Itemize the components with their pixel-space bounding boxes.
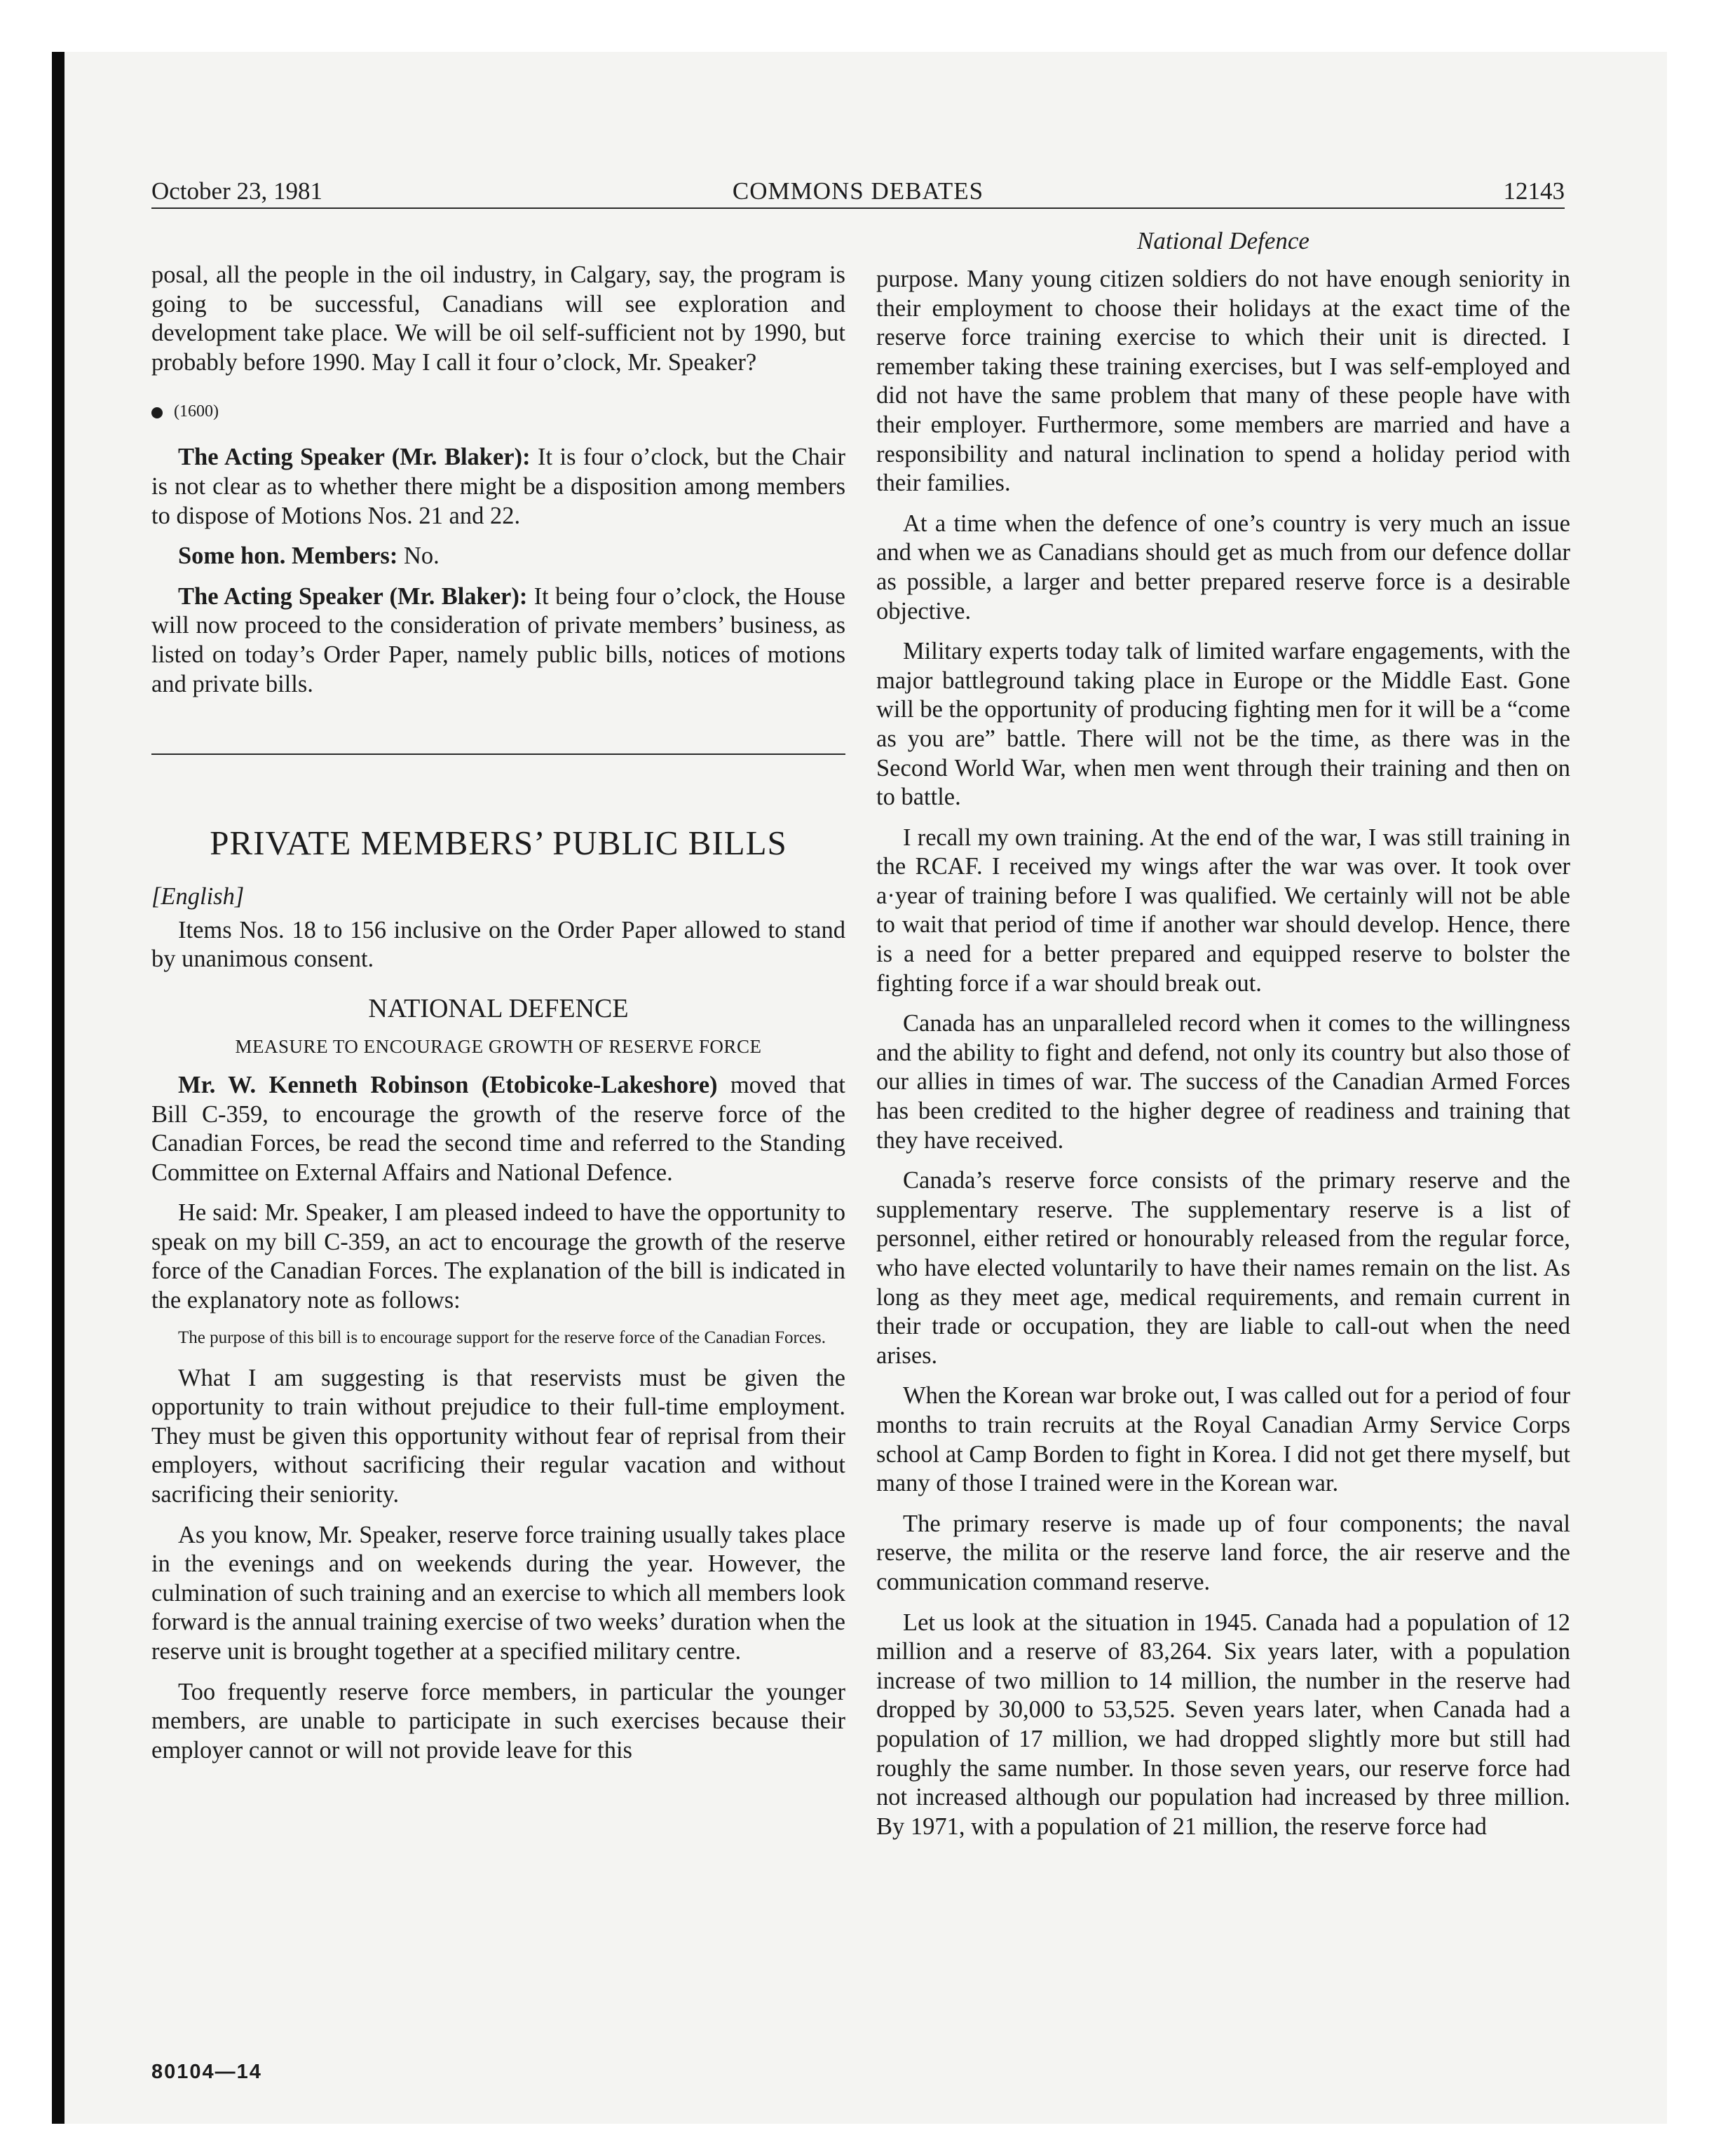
right-column — [876, 265, 1570, 1853]
speech-paragraph — [151, 443, 845, 531]
motion-text: moved that Bill C-359, to encourage the growth of the reserve force of the Canadian Forces, be read the second time and referred to the Standing Committee on External Affairs and National Defence. — [151, 1071, 845, 1186]
section-divider — [151, 753, 845, 755]
page-header — [151, 175, 1565, 207]
language-tag: [English] — [151, 883, 245, 910]
speech-text: No. — [397, 543, 440, 570]
paragraph: When the Korean war broke out, I was called out for a period of four months to train recruits at the Royal Canadian Army Service Corps school at Camp Borden to fight in Korea. I did not get there myself, but many of those I trained were in the Korean war. — [876, 1382, 1570, 1497]
paragraph: As you know, Mr. Speaker, reserve force training usually takes place in the evenings and on weekends during the year. However, the culmination of such training and an exercise to which all members look forward is the annual training exercise of two weeks’ duration when the reserve unit is brought together at a specified military centre. — [151, 1521, 845, 1665]
paragraph: At a time when the defence of one’s country is very much an issue and when we as Canadians should get as much from our defence dollar as possible, a larger and better prepared reserve force is a desirable objective. — [876, 510, 1570, 625]
section-title: PRIVATE MEMBERS’ PUBLIC BILLS — [210, 824, 787, 863]
paragraph: Items Nos. 18 to 156 inclusive on the Order Paper allowed to stand by unanimous consent. — [151, 916, 845, 973]
paragraph: The primary reserve is made up of four components; the naval reserve, the milita or the reserve land force, the air reserve and the communication command reserve. — [876, 1510, 1570, 1595]
speaker-name: Some hon. Members: — [178, 543, 398, 570]
running-head: National Defence — [1137, 227, 1309, 254]
paragraph: purpose. Many young citizen soldiers do not have enough seniority in their employment to choose their holidays at the exact time of the reserve force training exercise to which their unit is directed. I remember taking these training exercises, but I was self-employed and did not have the same problem that many of these people have with their employer. Furthermore, some members are married and have a responsibility and natural inclination to spend a holiday period with their families. — [876, 266, 1570, 497]
header-rule — [151, 207, 1565, 209]
page-footer: 80104—14 — [151, 2061, 262, 2083]
paragraph: I recall my own training. At the end of the war, I was still training in the RCAF. I received my wings after the war was over. It took over a·year of training before I was qualified. We certainly will not be able to wait that period of time if another war should develop. Hence, there is a need for a better prepared and equipped reserve to bolster the fighting force if a war should break out. — [876, 824, 1570, 997]
speech-paragraph — [151, 542, 845, 571]
time-marker-text: (1600) — [174, 402, 219, 421]
sub-subheading: MEASURE TO ENCOURAGE GROWTH OF RESERVE FORCE — [235, 1035, 762, 1057]
speaker-name: Mr. W. Kenneth Robinson (Etobicoke-Lakeshore) — [178, 1071, 718, 1098]
paragraph: What I am suggesting is that reservists must be given the opportunity to train without prejudice to their full-time employment. They must be given this opportunity without fear of reprisal from their employers, without sacrificing their regular vacation and without sacrificing their seniority. — [151, 1364, 845, 1508]
paragraph: posal, all the people in the oil industry, in Calgary, say, the program is going to be successful, Canadians will see exploration and development take place. We will be oil self-sufficient not by 1990, but probably before 1990. May I call it four o’clock, Mr. Speaker? — [151, 261, 845, 376]
speech-text: It is four o’clock, but the Chair is not clear as to whether there might be a disposition among members to dispose of Motions Nos. 21 and 22. — [151, 444, 845, 529]
header-date: October 23, 1981 — [151, 177, 322, 205]
speaker-name: The Acting Speaker (Mr. Blaker): — [178, 444, 531, 471]
speech-paragraph — [151, 582, 845, 699]
time-marker — [151, 401, 845, 422]
header-page-number: 12143 — [1503, 177, 1565, 205]
bullet-dot-icon — [151, 407, 163, 418]
motion-paragraph — [151, 1071, 845, 1187]
paragraph: Canada’s reserve force consists of the primary reserve and the supplementary reserve. The supplementary reserve is a list of personnel, either retired or honourably released from the regular force, who have elected voluntarily to have their names remain on the list. As long as they meet age, medical requirements, and remain current in their trade or occupation, they are liable to call-out when the need arises. — [876, 1167, 1570, 1369]
header-title: COMMONS DEBATES — [732, 177, 984, 205]
paragraph: Too frequently reserve force members, in particular the younger members, are unable to participate in such exercises because their employer cannot or will not provide leave for this — [151, 1678, 845, 1763]
speech-text: It being four o’clock, the House will now proceed to the consideration of private members’ business, as listed on today’s Order Paper, namely public bills, notices of motions and private bills. — [151, 582, 845, 697]
explanatory-note: The purpose of this bill is to encourage support for the reserve force of the Canadian Forces. — [178, 1328, 826, 1347]
subheading: NATIONAL DEFENCE — [368, 993, 629, 1023]
paragraph: Let us look at the situation in 1945. Canada had a population of 12 million and a reserve of 83,264. Six years later, with a population increase of two million to 14 million, the number in the reserve had dropped by 30,000 to 53,525. Seven years later, when Canada had a population of 17 million, we had dropped slightly more but still had roughly the same number. In those seven years, our reserve force had not increased although our population had increased by three million. By 1971, with a population of 21 million, the reserve force had — [876, 1609, 1570, 1840]
left-column — [151, 261, 845, 1776]
paragraph: Canada has an unparalleled record when it comes to the willingness and the ability to fight and defend, not only its country but also those of our allies in times of war. The success of the Canadian Armed Forces has been credited to the higher degree of readiness and training that they have received. — [876, 1010, 1570, 1154]
paragraph: Military experts today talk of limited warfare engagements, with the major battleground taking place in Europe or the Middle East. Gone will be the opportunity of producing fighting men for it will be a “come as you are” battle. There will not be the time, as there was in the Second World War, when men went through their training and then on to battle. — [876, 638, 1570, 811]
paragraph: He said: Mr. Speaker, I am pleased indeed to have the opportunity to speak on my bill C-359, an act to encourage the growth of the reserve force of the Canadian Forces. The explanation of the bill is indicated in the explanatory note as follows: — [151, 1199, 845, 1314]
speaker-name: The Acting Speaker (Mr. Blaker): — [178, 582, 528, 610]
